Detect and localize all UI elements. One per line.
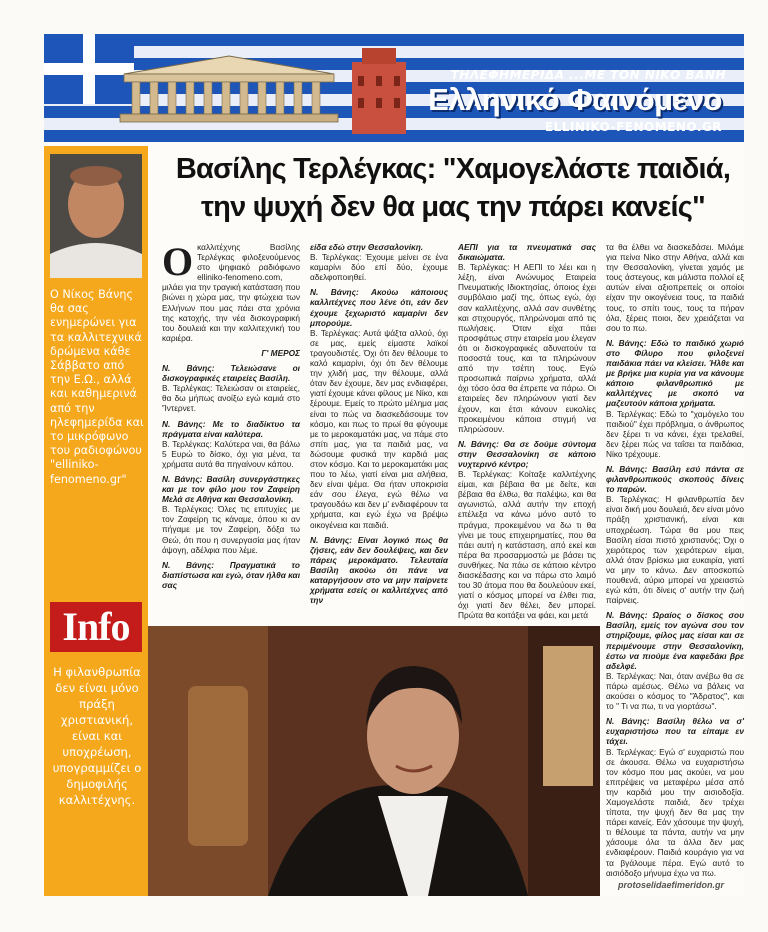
article-part: Γ' ΜΕΡΟΣ	[261, 347, 300, 358]
qa-paragraph	[458, 439, 596, 621]
interview-answer: Β. Τερλέγκας: Τελειώσαν οι εταιρείες, θα δω μήπως ανοίξω εγώ καμιά στο 'Ίντερνετ.	[162, 383, 300, 414]
interview-answer: Β. Τερλέγκας: Κοίταξε καλλιτέχνης είμαι, και βέβαια θα με δείτε, και βέβαια θα έλθω, θα παλέψω, και θα αγωνιστώ, αλλά αυτήν την εποχή επέλεξα να κάνω μόνο αυτό το πράγμα, προκειμένου να δω τι θα γίνει με τους επιχειρηματίες, που θα πάει αυτή η κατάσταση, από εκεί και πέρα θα προσαρμοστώ με βάσει τις συνθήκες. Να πάω σε κάποιο κέντρο διασκέδασης και να πάρω στο λαιμό του 30 άτομα που θα δουλεύουν εκεί, γιατί ο κόσμος μπορεί να έλθει πια, όχι γιατί δεν θέλει, δεν μπορεί. Πρώτα θα κοιτάξει να φάει, και μετά	[458, 469, 596, 621]
qa-paragraph	[310, 535, 448, 606]
interview-question: Ν. Βάνης: Εδώ το παιδικό χωριό στο Φίλυρο που φιλοξενεί παιδάκια πάει να κλείσει. Ήλθε και με βρήκε μια κυρία για να κάνουμε κάποιο φιλανθρωπικό με καλλιτέχνες με σκοπό να μαζευτούν κάποια χρήματα.	[606, 337, 744, 409]
interview-question: Ν. Βάνης: Ακούω κάποιους καλλιτέχνες που λένε ότι, εάν δεν έχουμε ξεχωριστό καμαρίνι δεν μπορούμε.	[310, 287, 448, 328]
author-portrait	[50, 154, 142, 278]
interview-answer: Β. Τερλέγκας: Αυτά ψάξτα αλλού, όχι σε μας, εμείς είμαστε λαϊκοί τραγουδιστές. Όχι ότι δεν θέλουμε το καλό καμαρίνι, όχι ότι δεν θέλουμε την χλιδή μας, την θέλουμε, αλλά όταν δεν έχουμε, δεν μας ενδιαφέρει, γιατί έχουμε κάνει φίλους με Νίκο, και ξέρουμε. Εμείς το πρώτο μέλημα μας είναι το πώς να διασκεδάσουμε τον κόσμο, και πως το πρωί θα φύγουμε με το μεροκαματάκι μας, να πάμε στο σπίτι μας, για τα παιδιά μας, να δώσουμε φυσικά την καρδιά μας στον κόσμο. Και το μεροκαματάκι μας που το λέω, γιατί είναι μια αλήθεια, δεν είναι ψέμα. Θα ήταν υποκρισία εάν σου έλεγα, εγώ θέλω να τραγουδάω και δεν μ' ενδιαφέρουν τα χρήματα, και εγώ έχω να βρέψω οικογένεια και παιδιά.	[310, 327, 448, 530]
column-1-qa	[162, 363, 300, 590]
qa-paragraph	[606, 338, 744, 459]
parthenon-illustration	[114, 52, 344, 124]
newspaper-page	[44, 34, 744, 896]
interview-question: Ν. Βάνης: Βασίλη θέλω να σ' ευχαριστήσω που τα είπαμε εν τάχει.	[606, 716, 744, 747]
qa-paragraph	[606, 716, 744, 878]
masthead-banner	[44, 34, 744, 142]
qa-paragraph	[310, 242, 448, 282]
interview-answer: Β. Τερλέγκας: Ναι, όταν ανέβω θα σε πάρω αμέσως. Θέλω να βάλεις να ακούσει ο κόσμος το "Άδρατος", και το " Τι να πω, τι να γιορτάσω".	[606, 670, 744, 712]
info-title: Info	[50, 602, 142, 652]
publication-logo: Ελληνικό Φαινόμενο	[428, 82, 722, 117]
article-column-1	[162, 239, 300, 595]
interview-question: είδα εδώ στην Θεσσαλονίκη.	[310, 242, 424, 252]
interview-question: Ν. Βάνης: Βασίλη εσύ πάντα σε φιλανθρωπικούς σκοπούς δίνεις το παρών.	[606, 463, 744, 495]
article-column-4	[606, 242, 744, 883]
qa-paragraph	[162, 560, 300, 590]
author-lead-text: Ο Νίκος Βάνης θα σας ενημερώνει για τα καλλιτεχνικά δρώμενα κάθε Σάββατο από την Ε.Ω., αλλά και καθημερινά από την ηλεφημερίδα και το μικρόφωνο του ραδιοφώνου "elliniko-fenomeno.gr"	[50, 288, 144, 486]
qa-paragraph	[162, 474, 300, 555]
interview-answer: τα θα έλθει να διασκεδάσει. Μιλάμε για πείνα Νίκο στην Αθήνα, αλλά και την Θεσσαλονίκη, γίνεται χαμός με τους άστεγους, και μάλιστα πολλοί εξ αυτών είναι αξιοπρεπείς οι οποίοι είχαν την οικογένεια τους, τα παιδιά τους, το σπίτι τους, τους τα πήραν όλα, ξέρεις ποιοι, δεν χρειάζεται να σου το πω.	[606, 242, 744, 333]
interview-answer: Β. Τερλέγκας: Η ΑΕΠΙ το λέει και η λέξη, είναι Ανώνυμος Εταιρεία Πνευματικής Ιδιοκτησίας, όποιος έχει συμβόλαιο μαζί της, όπως εγώ, όχι σαν καλλιτέχνης, αλλά σαν συνθέτης και στιχουργός, πληρώνομαι από τις πωλήσεις. Όταν είχα πάει προσφάτως στην εταιρεία μου έλεγαν ότι οι δισκογραφικές αδυνατούν τα ποσοστά τους, και τα πληρώνουν από την τσέπη τους. Εγώ προσωπικά παίρνω χρήματα, αλλά όχι τόσο όσα θα έπρεπε να πάρω. Οι εταιρείες δεν πληρώνουν γιατί δεν έχουν, και έτσι κάνουν ευκολίες προκειμένου κάποια στιγμή να πληρώσουν.	[458, 262, 596, 434]
info-text: Η φιλανθρωπία δεν είναι μόνο πράξη χριστιανική, είναι και υποχρέωση, υπογραμμίζει ο δημοφιλής καλλιτέχνης.	[52, 665, 142, 807]
interview-answer: Β. Τερλέγκας: Έχουμε μείνει σε ένα καμαρίνι δύο επί δύο, έχουμε αδελφοποιηθεί.	[310, 252, 448, 283]
qa-paragraph	[606, 464, 744, 605]
interview-answer: Β. Τερλέγκας: Η φιλανθρωπία δεν είναι δική μου δουλειά, δεν είναι μόνο πράξη χριστιανική, είναι και υποχρέωση. Τώρα θα μου πεις Βασίλη είσαι πιστό χριστιανός; Όχι ο χειρότερος των χειρότερων είμαι, αλλά όταν βρίσκω μια ευκαιρία, γιατί να μην το κάνω. Δεν αποσκοπώ πουθενά, αύριο μπορεί να χρειαστώ εγώ κάτι, ότι δίνεις σ' αυτήν την ζωή παίρνεις.	[606, 494, 744, 606]
article-headline: Βασίλης Τερλέγκας: "Χαμογελάστε παιδιά, την ψυχή δεν θα μας την πάρει κανείς"	[175, 153, 731, 223]
info-box	[44, 594, 148, 896]
qa-paragraph	[606, 610, 744, 711]
interview-question: Ν. Βάνης: Με το διαδίκτυο τα πράγματα είναι καλύτερα.	[162, 418, 300, 439]
singer-photo	[148, 626, 600, 896]
interview-question: Ν. Βάνης: Ωραίος ο δίσκος σου Βασίλη, εμείς τον αγώνα σου τον στηρίζουμε, φίλος μας είσαι και σε περιμένουμε στην Θεσσαλονίκη, έστω να πιούμε ένα καφεδάκι βρε αδελφέ.	[606, 610, 744, 671]
interview-question: ΑΕΠΙ για τα πνευματικά σας δικαιώματα.	[458, 242, 596, 263]
drop-cap: O	[162, 239, 194, 284]
interview-question: Ν. Βάνης: Είναι λογικό πως θα ζήσεις, εάν δεν δουλέψεις, και δεν πάρεις μεροκάματο. Τελευταία Βασίλη ακούω ότι πάνε να καταργήσουν στο να μην παίρνετε χρήματα εσείς οι καλλιτέχνες από την	[310, 534, 448, 606]
source-watermark: protoselidaefimeridon.gr	[617, 880, 724, 890]
interview-answer: Β. Τερλέγκας: Καλύτερα ναι, θα βάλω 5 Ευρώ το δίσκο, όχι για μένα, τα χρήματα αυτά θα πηγαίνουν κάπου.	[162, 438, 300, 469]
banner-tagline: ΤΗΛΕΦΗΜΕΡΙΔΑ ...ΜΕ ΤΟΝ ΝΙΚΟ ΒΑΝΗ	[450, 68, 726, 82]
qa-paragraph	[162, 419, 300, 469]
publication-url: ELLINIKO-FENOMENO.GR	[544, 120, 722, 134]
interview-answer: Β. Τερλέγκας: Εδώ το "χαμόγελο του παιδιού" έχει πρόβλημα, ο άνθρωπος δεν ξέρει τι να κάνει, έχει τρελαθεί, δεν ξέρει πώς να ταΐσει τα παιδάκια, Νίκο τρέχουμε.	[606, 408, 744, 459]
interview-answer: Β. Τερλέγκας: Εγώ σ' ευχαριστώ που σε άκουσα. Θέλω να ευχαριστήσω τον κόσμο που μας ακούει, να μου επιτρέψεις να μεταφέρω μέσα από την καρδιά μου την αισιοδοξία. Χαμογελάστε παιδιά, δεν τρέχει τίποτα, την ψυχή δεν θα μας την πάρει κανείς. Εάν χάσουμε την ψυχή, τι θέλουμε τα πάντα, αυτήν να μην χάσουμε όλα τα άλλα δεν μας ενδιαφέρουν. Παιδιά κουράγιο για να τα βγάλουμε πέρα. Εγώ αυτό το αισιόδοξο μήνυμα έχω να πω.	[606, 746, 744, 878]
white-tower-illustration	[344, 42, 414, 134]
article-column-3	[458, 242, 596, 625]
interview-question: Ν. Βάνης: Πραγματικά το διαπίστωσα και εγώ, όταν ήλθα και σας	[162, 559, 300, 590]
author-sidebar	[44, 146, 148, 594]
qa-paragraph	[606, 242, 744, 333]
interview-question: Ν. Βάνης: Βασίλη συνεργάστηκες και με τον φίλο μου τον Ζαφείρη Μελά σε Αθήνα και Θεσσαλονίκη.	[162, 473, 300, 505]
interview-question: Ν. Βάνης: Τελειώσανε οι δισκογραφικές εταιρείες Βασίλη.	[162, 363, 300, 384]
qa-paragraph	[162, 363, 300, 413]
article-column-2	[310, 242, 448, 610]
qa-paragraph	[458, 242, 596, 434]
article-intro: καλλιτέχνης Βασίλης Τερλέγκας φιλοξενούμενος στο ψηφιακό ραδιόφωνο elliniko-fenomeno.com, μιλάει για την τραγική κατάσταση που βιώνει η χώρα μας, την φτώχεια των Ελλήνων που μας πάει στα χρόνια της κατοχής, την νέα δισκογραφική του δουλειά και την καλλιτεχνική του καριέρα.	[162, 242, 300, 343]
interview-answer: Β. Τερλέγκας: Όλες τις επιτυχίες με τον Ζαφείρη τις κάναμε, όπου κι αν πήγαμε με τον Ζαφείρη, δόξα τω Θεώ, ότι που η συνεργασία μας ήταν άψογη, αδέλφια που λέμε.	[162, 504, 300, 555]
qa-paragraph	[310, 287, 448, 529]
interview-question: Ν. Βάνης: Θα σε δούμε σύντομα στην Θεσσαλονίκη σε κάποιο νυχτερινό κέντρο;	[458, 438, 596, 469]
